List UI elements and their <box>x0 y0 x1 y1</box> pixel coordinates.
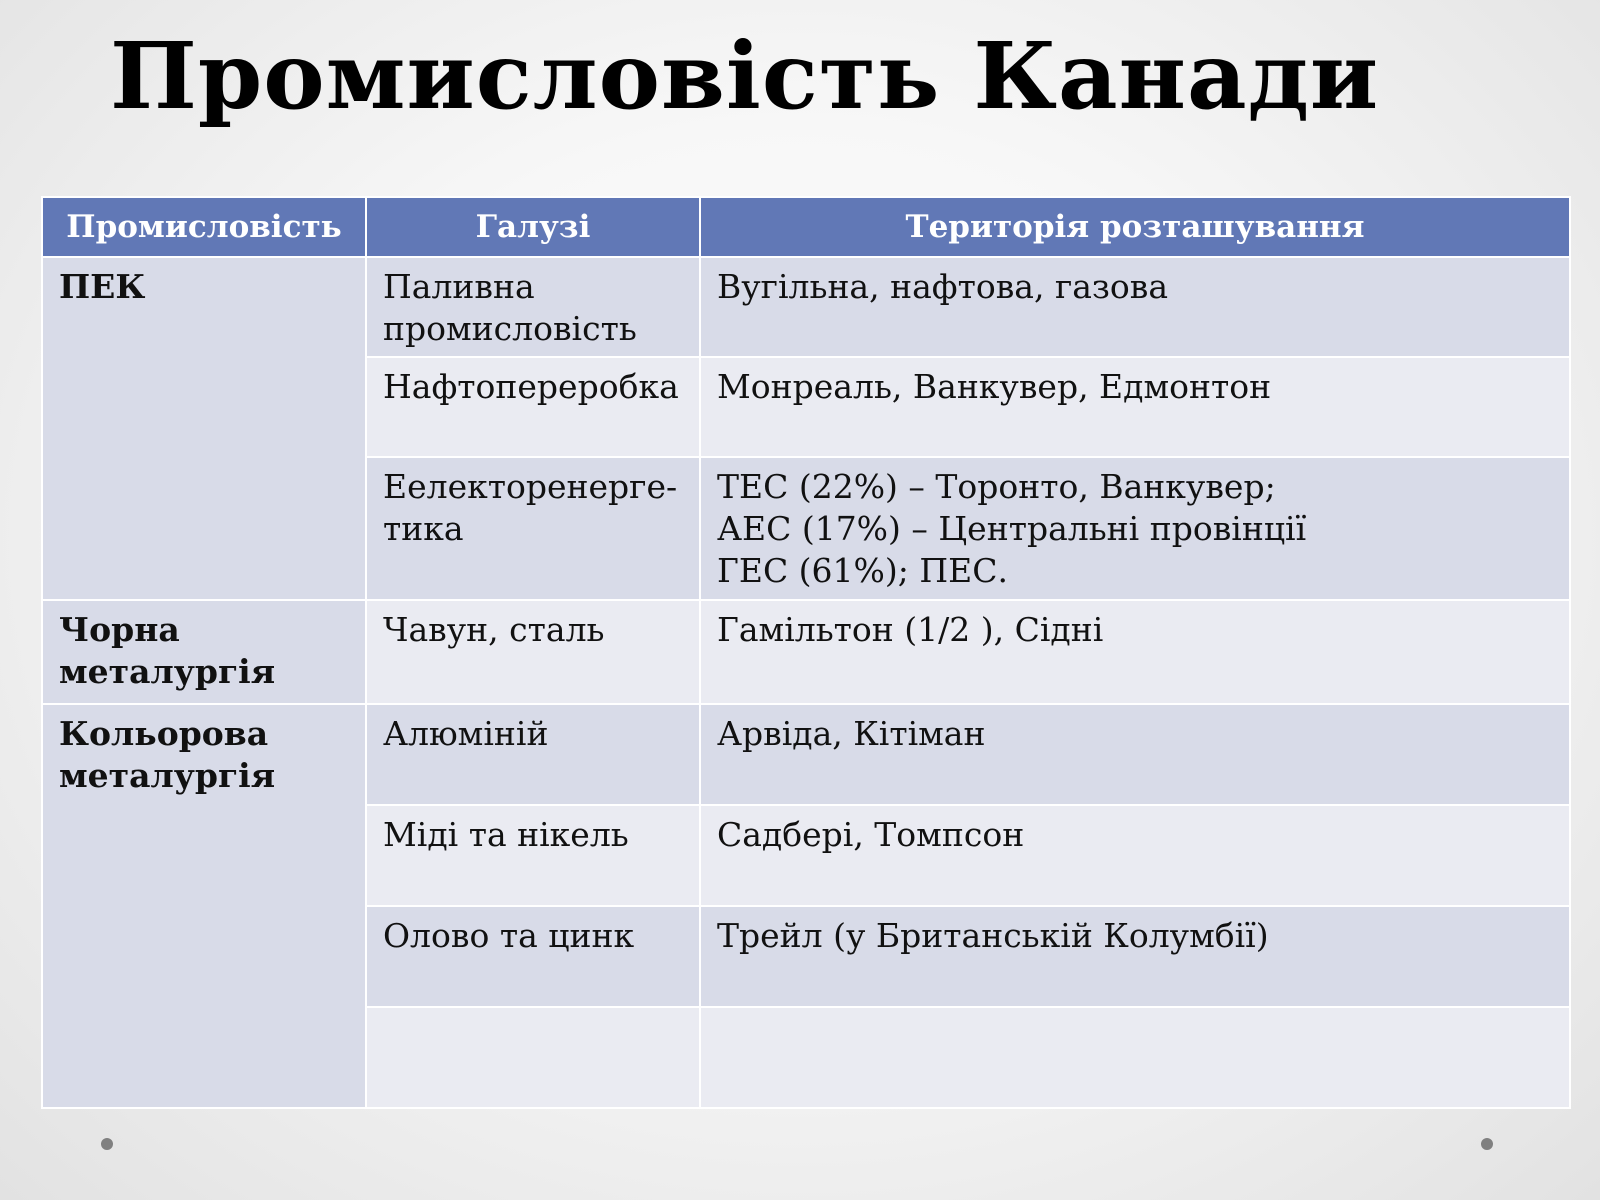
branch-cell: Чавун, сталь <box>366 600 700 704</box>
location-cell <box>700 805 1570 906</box>
location-line: Садбері, Томпсон <box>717 815 1025 854</box>
branch-cell: Нафтопереробка <box>366 357 700 457</box>
location-line: Монреаль, Ванкувер, Едмонтон <box>717 367 1272 406</box>
branch-cell: Алюміній <box>366 704 700 805</box>
branch-cell: Міді та нікель <box>366 805 700 906</box>
location-line: ТЕС (22%) – Торонто, Ванкувер; <box>717 467 1276 506</box>
industry-table <box>41 196 1571 1109</box>
location-cell <box>700 257 1570 357</box>
header-location: Територія розташування <box>700 197 1570 257</box>
table-row <box>42 600 1570 704</box>
location-line: Трейл (у Британській Колумбії) <box>717 916 1269 955</box>
branch-cell: Олово та цинк <box>366 906 700 1007</box>
location-line: Арвіда, Кітіман <box>717 714 986 753</box>
page-title: Промисловість Канади <box>110 22 1380 130</box>
location-line: АЕС (17%) – Центральні провінції <box>717 509 1307 548</box>
location-line: ГЕС (61%); ПЕС. <box>717 551 1008 590</box>
location-line: Гамільтон (1/2 ), Сідні <box>717 610 1104 649</box>
table-row <box>42 257 1570 357</box>
location-cell <box>700 906 1570 1007</box>
branch-cell <box>366 1007 700 1108</box>
location-cell <box>700 600 1570 704</box>
footer-dot-left <box>101 1138 113 1150</box>
location-line: Вугільна, нафтова, газова <box>717 267 1169 306</box>
table-row <box>42 704 1570 805</box>
branch-cell: Еелекторенерге-тика <box>366 457 700 600</box>
branch-cell: Паливна промисловість <box>366 257 700 357</box>
location-cell <box>700 1007 1570 1108</box>
location-cell <box>700 357 1570 457</box>
location-cell <box>700 457 1570 600</box>
header-industry: Промисловість <box>42 197 366 257</box>
industry-cell: Чорна металургія <box>42 600 366 704</box>
location-cell <box>700 704 1570 805</box>
table-header-row <box>42 197 1570 257</box>
industry-cell: ПЕК <box>42 257 366 600</box>
footer-dot-right <box>1481 1138 1493 1150</box>
header-branches: Галузі <box>366 197 700 257</box>
industry-cell: Кольорова металургія <box>42 704 366 1108</box>
